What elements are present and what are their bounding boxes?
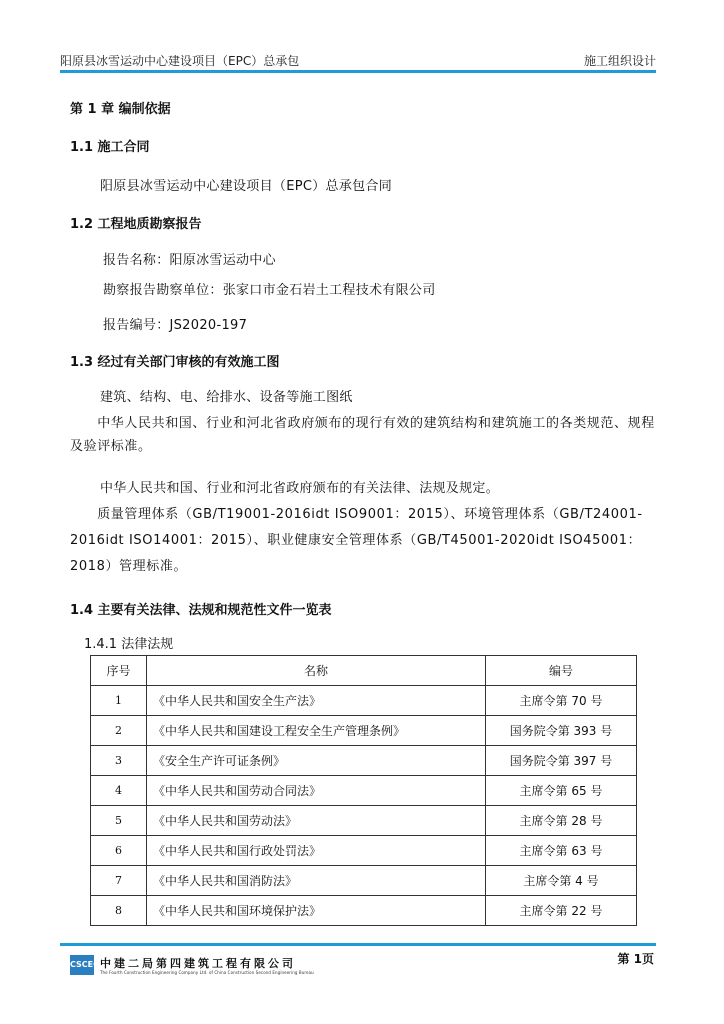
row-index: 4 [91,776,147,806]
section-1-2-title: 1.2 工程地质勘察报告 [70,217,202,232]
row-index: 3 [91,746,147,776]
row-name: 《安全生产许可证条例》 [147,746,486,776]
laws-table [90,655,637,926]
section-1-4-title: 1.4 主要有关法律、法规和规范性文件一览表 [70,603,332,618]
row-name: 《中华人民共和国消防法》 [147,866,486,896]
management-systems-paragraph: 质量管理体系（GB/T19001-2016idt ISO9001：2015）、环境管理体系（GB/T24001-2016idt ISO14001：2015）、职业健康安全管理体系（GB/T45001-2020idt ISO45001：2018）管理标准。 [70,507,643,574]
col-header-code: 编号 [486,656,637,686]
footer-company-english: The Fourth Construction Engineering Company Ltd. of China Construction Second Engineering Bureau [100,970,314,975]
laws-text: 中华人民共和国、行业和河北省政府颁布的有关法律、法规及规定。 [100,481,500,496]
table-row [91,866,637,896]
footer-company-name: 中建二局第四建筑工程有限公司 [100,957,296,970]
report-unit: 勘察报告勘察单位：张家口市金石岩土工程技术有限公司 [103,283,436,298]
header-divider [60,70,656,73]
row-code: 主席令第 70 号 [486,686,637,716]
page-number: 第 1页 [617,952,654,966]
row-code: 主席令第 28 号 [486,806,637,836]
row-code: 主席令第 4 号 [486,866,637,896]
contract-text: 阳原县冰雪运动中心建设项目（EPC）总承包合同 [100,179,393,194]
col-header-name: 名称 [147,656,486,686]
section-1-3-title: 1.3 经过有关部门审核的有效施工图 [70,355,280,370]
section-1-1-title: 1.1 施工合同 [70,140,150,155]
row-index: 1 [91,686,147,716]
drawings-text: 建筑、结构、电、给排水、设备等施工图纸 [100,390,353,405]
table-row [91,836,637,866]
row-name: 《中华人民共和国行政处罚法》 [147,836,486,866]
report-name: 报告名称：阳原冰雪运动中心 [103,253,276,268]
table-row [91,896,637,926]
report-number: 报告编号：JS2020-197 [103,318,248,333]
table-header-row [91,656,637,686]
subsection-1-4-1-title: 1.4.1 法律法规 [84,637,174,652]
company-logo-icon: CSCEC [70,955,94,975]
col-header-index: 序号 [91,656,147,686]
row-code: 国务院令第 393 号 [486,716,637,746]
table-row [91,746,637,776]
table-row [91,806,637,836]
row-index: 2 [91,716,147,746]
row-name: 《中华人民共和国环境保护法》 [147,896,486,926]
table-row [91,686,637,716]
row-name: 《中华人民共和国劳动法》 [147,806,486,836]
chapter-title: 第 1 章 编制依据 [70,102,171,117]
row-name: 《中华人民共和国劳动合同法》 [147,776,486,806]
row-index: 5 [91,806,147,836]
footer-divider [60,943,656,946]
header-doc-type: 施工组织设计 [583,54,656,68]
row-code: 国务院令第 397 号 [486,746,637,776]
row-name: 《中华人民共和国建设工程安全生产管理条例》 [147,716,486,746]
row-index: 7 [91,866,147,896]
table-row [91,716,637,746]
row-code: 主席令第 22 号 [486,896,637,926]
header-project-title: 阳原县冰雪运动中心建设项目（EPC）总承包 [60,54,300,68]
row-index: 8 [91,896,147,926]
row-code: 主席令第 65 号 [486,776,637,806]
page-header [60,52,656,69]
row-code: 主席令第 63 号 [486,836,637,866]
row-index: 6 [91,836,147,866]
table-row [91,776,637,806]
row-name: 《中华人民共和国安全生产法》 [147,686,486,716]
standards-paragraph: 中华人民共和国、行业和河北省政府颁布的现行有效的建筑结构和建筑施工的各类规范、规程及验评标准。 [70,416,655,454]
